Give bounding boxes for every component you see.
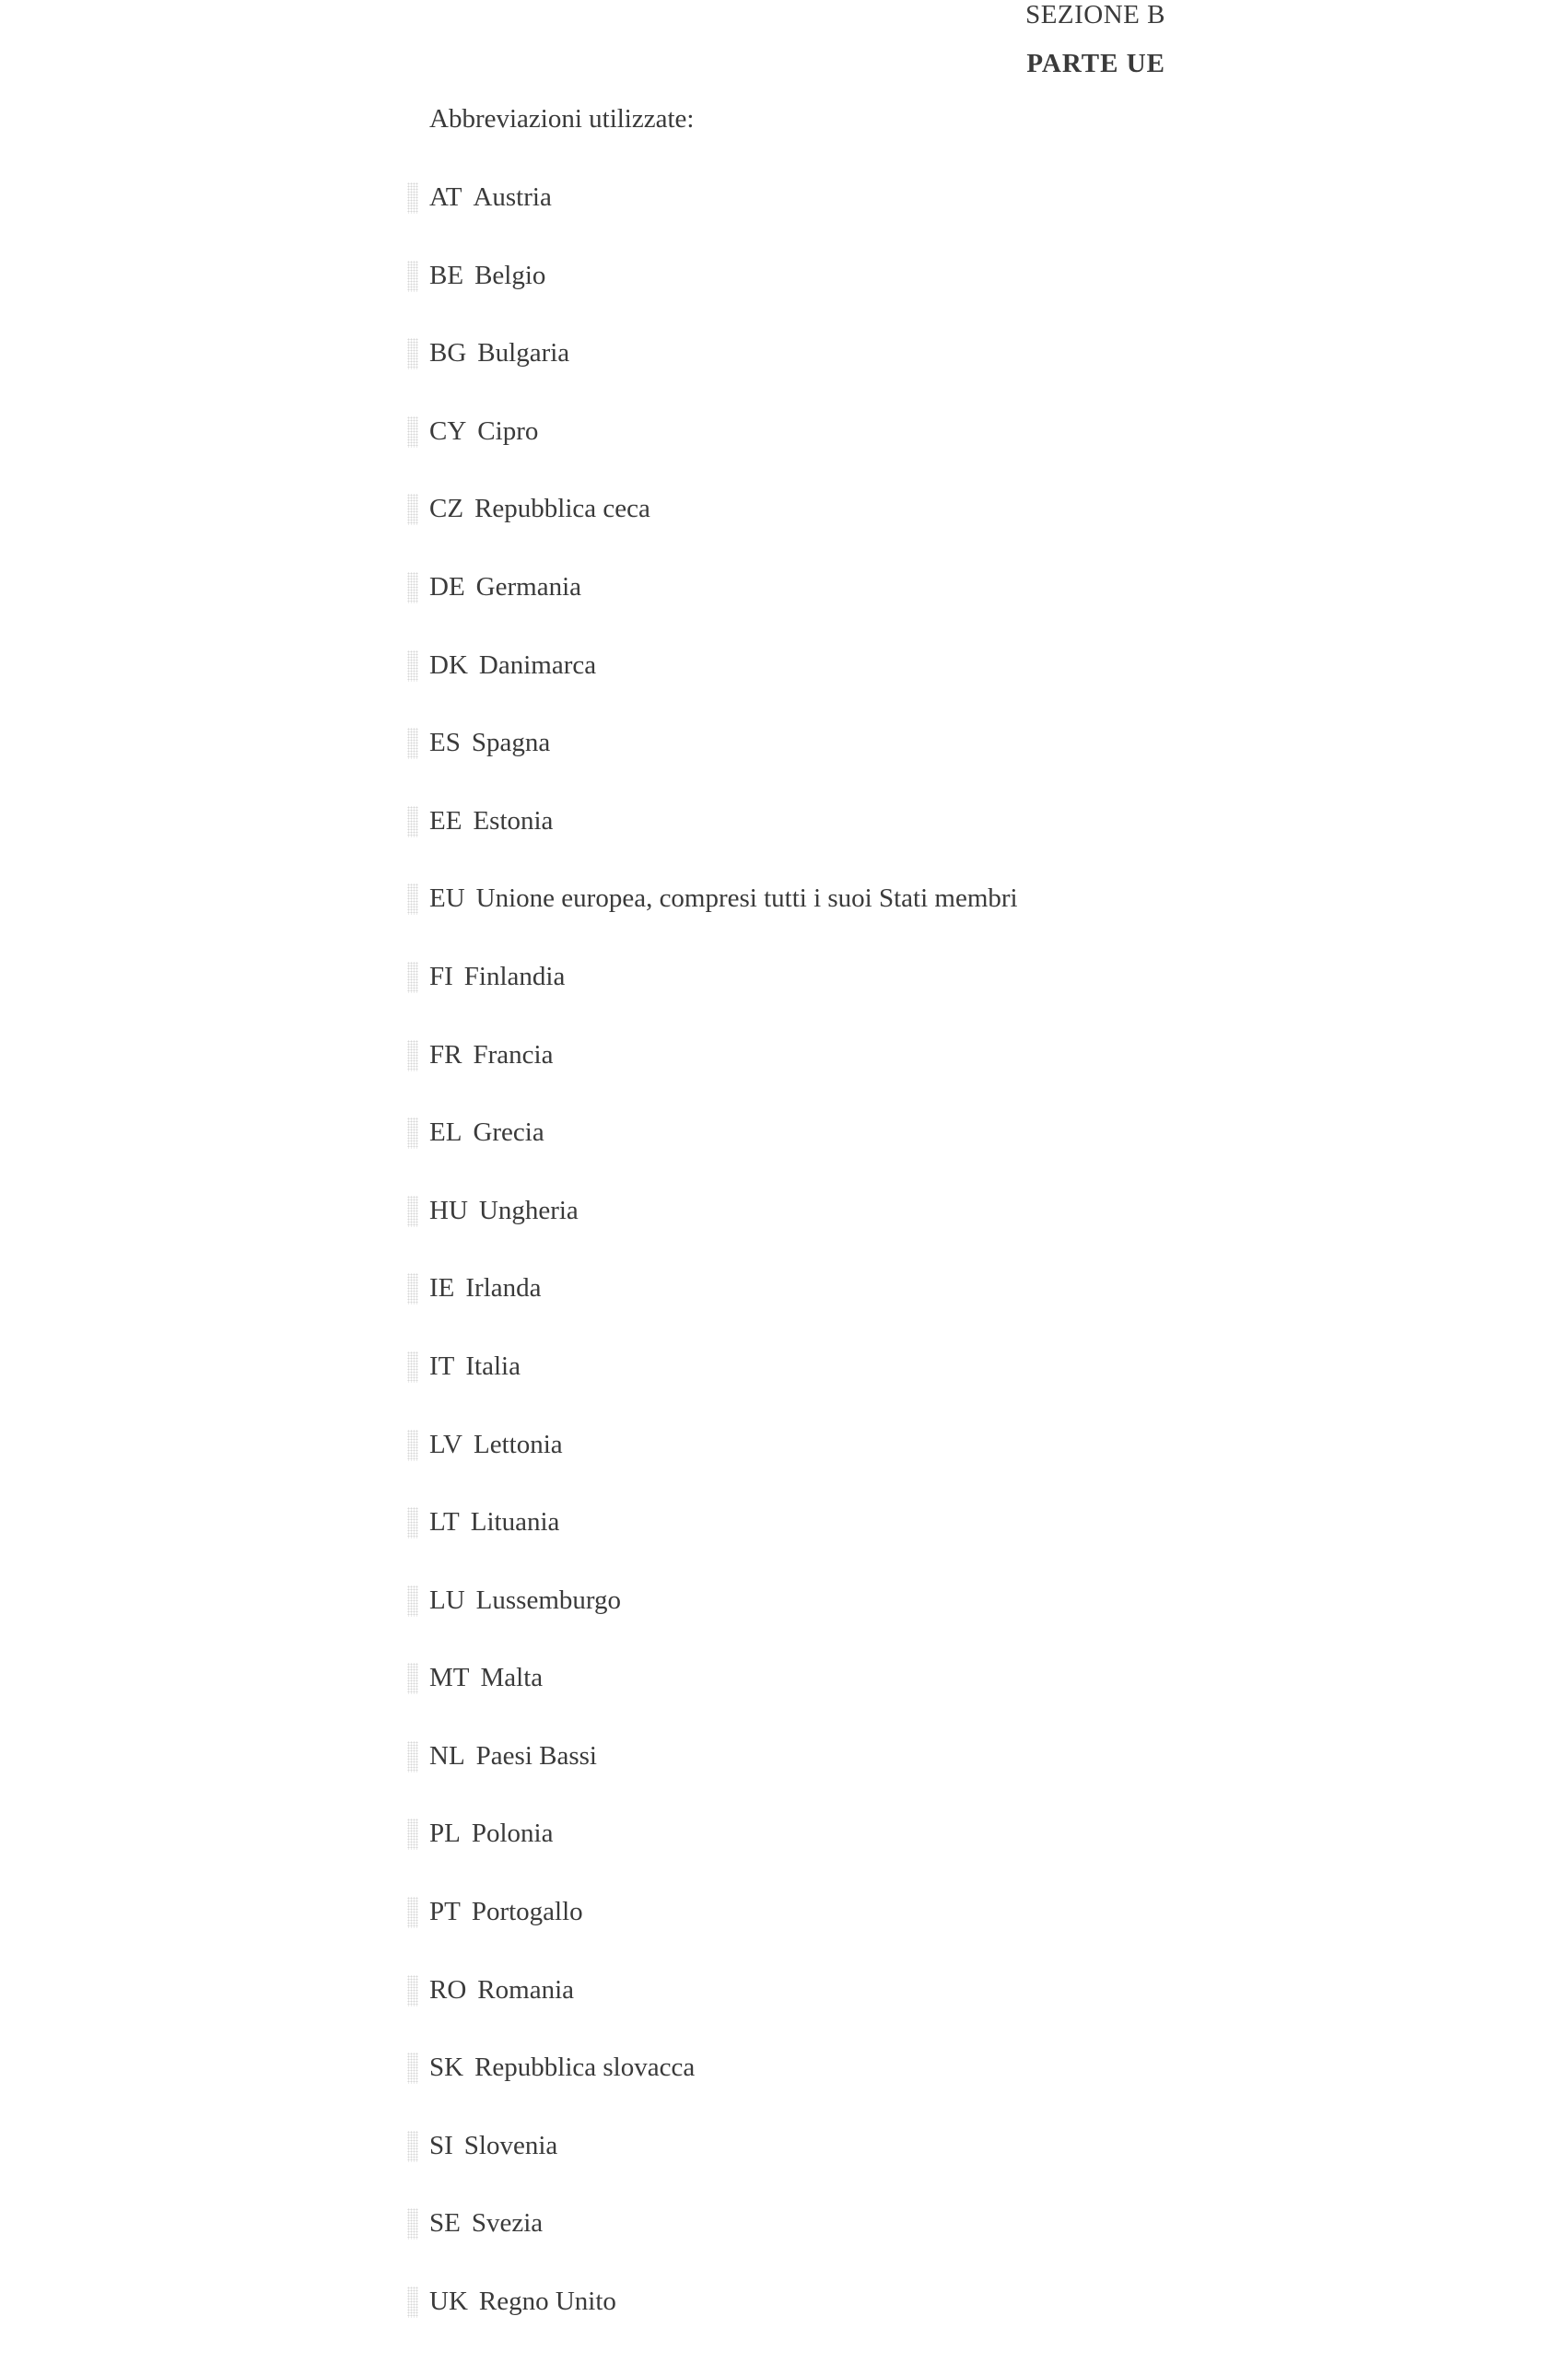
country-name: Unione europea, compresi tutti i suoi Stati membri xyxy=(475,883,1018,914)
abbreviations-list xyxy=(429,181,1018,2363)
abbreviation-item xyxy=(429,1895,1018,1973)
abbreviation-item xyxy=(429,2051,1018,2129)
country-name: Malta xyxy=(480,1663,544,1693)
country-name: Germania xyxy=(475,571,582,602)
country-code: RO xyxy=(429,1974,467,2005)
country-name: Finlandia xyxy=(463,961,566,991)
abbreviation-item xyxy=(429,649,1018,727)
country-code: SI xyxy=(429,2130,453,2160)
country-name: Lettonia xyxy=(474,1429,563,1459)
abbreviation-item xyxy=(429,882,1018,960)
part-heading: PARTE UE xyxy=(1026,49,1165,78)
country-code: HU xyxy=(429,1195,468,1225)
country-name: Romania xyxy=(477,1974,574,2005)
country-name: Cipro xyxy=(477,415,539,446)
country-name: Austria xyxy=(473,182,552,212)
country-name: Irlanda xyxy=(465,1273,542,1304)
abbreviation-item xyxy=(429,1038,1018,1117)
abbreviation-item xyxy=(429,804,1018,883)
abbreviation-item xyxy=(429,1973,1018,2052)
country-code: LV xyxy=(429,1429,462,1459)
abbreviation-item xyxy=(429,1505,1018,1584)
country-code: UK xyxy=(429,2287,468,2317)
abbreviation-item xyxy=(429,181,1018,259)
country-name: Svezia xyxy=(471,2208,544,2239)
country-name: Repubblica ceca xyxy=(474,494,650,524)
country-name: Regno Unito xyxy=(478,2287,616,2317)
country-code: FR xyxy=(429,1039,462,1070)
abbreviation-item xyxy=(429,726,1018,804)
abbreviation-item xyxy=(429,960,1018,1038)
abbreviation-item xyxy=(429,2285,1018,2363)
country-code: EU xyxy=(429,883,465,914)
country-code: DK xyxy=(429,649,468,680)
country-code: PT xyxy=(429,1897,461,1927)
country-name: Polonia xyxy=(471,1819,554,1849)
country-name: Danimarca xyxy=(478,649,597,680)
country-name: Ungheria xyxy=(478,1195,579,1225)
country-code: IE xyxy=(429,1273,455,1304)
abbreviation-item xyxy=(429,415,1018,493)
country-code: LU xyxy=(429,1585,465,1615)
country-code: DE xyxy=(429,571,465,602)
country-code: IT xyxy=(429,1351,455,1381)
country-code: BE xyxy=(429,260,464,290)
country-name: Belgio xyxy=(474,260,546,290)
country-name: Bulgaria xyxy=(477,338,570,368)
abbreviation-item xyxy=(429,1584,1018,1662)
country-code: FI xyxy=(429,961,453,991)
abbreviation-item xyxy=(429,1116,1018,1194)
abbreviation-item xyxy=(429,570,1018,649)
country-name: Portogallo xyxy=(471,1897,583,1927)
country-name: Lussemburgo xyxy=(475,1585,622,1615)
abbreviation-item xyxy=(429,2206,1018,2285)
country-code: LT xyxy=(429,1507,460,1538)
country-name: Repubblica slovacca xyxy=(474,2053,696,2083)
abbreviation-item xyxy=(429,1428,1018,1506)
country-code: SK xyxy=(429,2053,464,2083)
country-name: Francia xyxy=(473,1039,554,1070)
abbreviation-item xyxy=(429,1661,1018,1739)
country-name: Italia xyxy=(465,1351,521,1381)
abbreviation-item xyxy=(429,1271,1018,1350)
country-code: NL xyxy=(429,1740,465,1771)
abbreviation-item xyxy=(429,1739,1018,1818)
country-name: Slovenia xyxy=(463,2130,558,2160)
abbreviation-item xyxy=(429,2129,1018,2207)
abbreviation-item xyxy=(429,1194,1018,1272)
country-code: MT xyxy=(429,1663,470,1693)
country-code: EE xyxy=(429,805,462,836)
abbreviation-item xyxy=(429,492,1018,570)
country-name: Lituania xyxy=(470,1507,560,1538)
abbreviations-intro: Abbreviazioni utilizzate: xyxy=(429,104,695,134)
country-name: Spagna xyxy=(471,728,551,758)
country-code: BG xyxy=(429,338,467,368)
abbreviation-item xyxy=(429,259,1018,337)
abbreviation-item xyxy=(429,336,1018,415)
country-code: CY xyxy=(429,415,467,446)
section-heading: SEZIONE B xyxy=(1025,0,1165,29)
country-name: Estonia xyxy=(473,805,554,836)
country-name: Grecia xyxy=(473,1117,544,1148)
country-code: EL xyxy=(429,1117,462,1148)
country-code: SE xyxy=(429,2208,461,2239)
country-code: AT xyxy=(429,182,462,212)
country-code: PL xyxy=(429,1819,461,1849)
abbreviation-item xyxy=(429,1350,1018,1428)
country-code: ES xyxy=(429,728,461,758)
country-code: CZ xyxy=(429,494,464,524)
country-name: Paesi Bassi xyxy=(475,1740,597,1771)
abbreviation-item xyxy=(429,1817,1018,1895)
